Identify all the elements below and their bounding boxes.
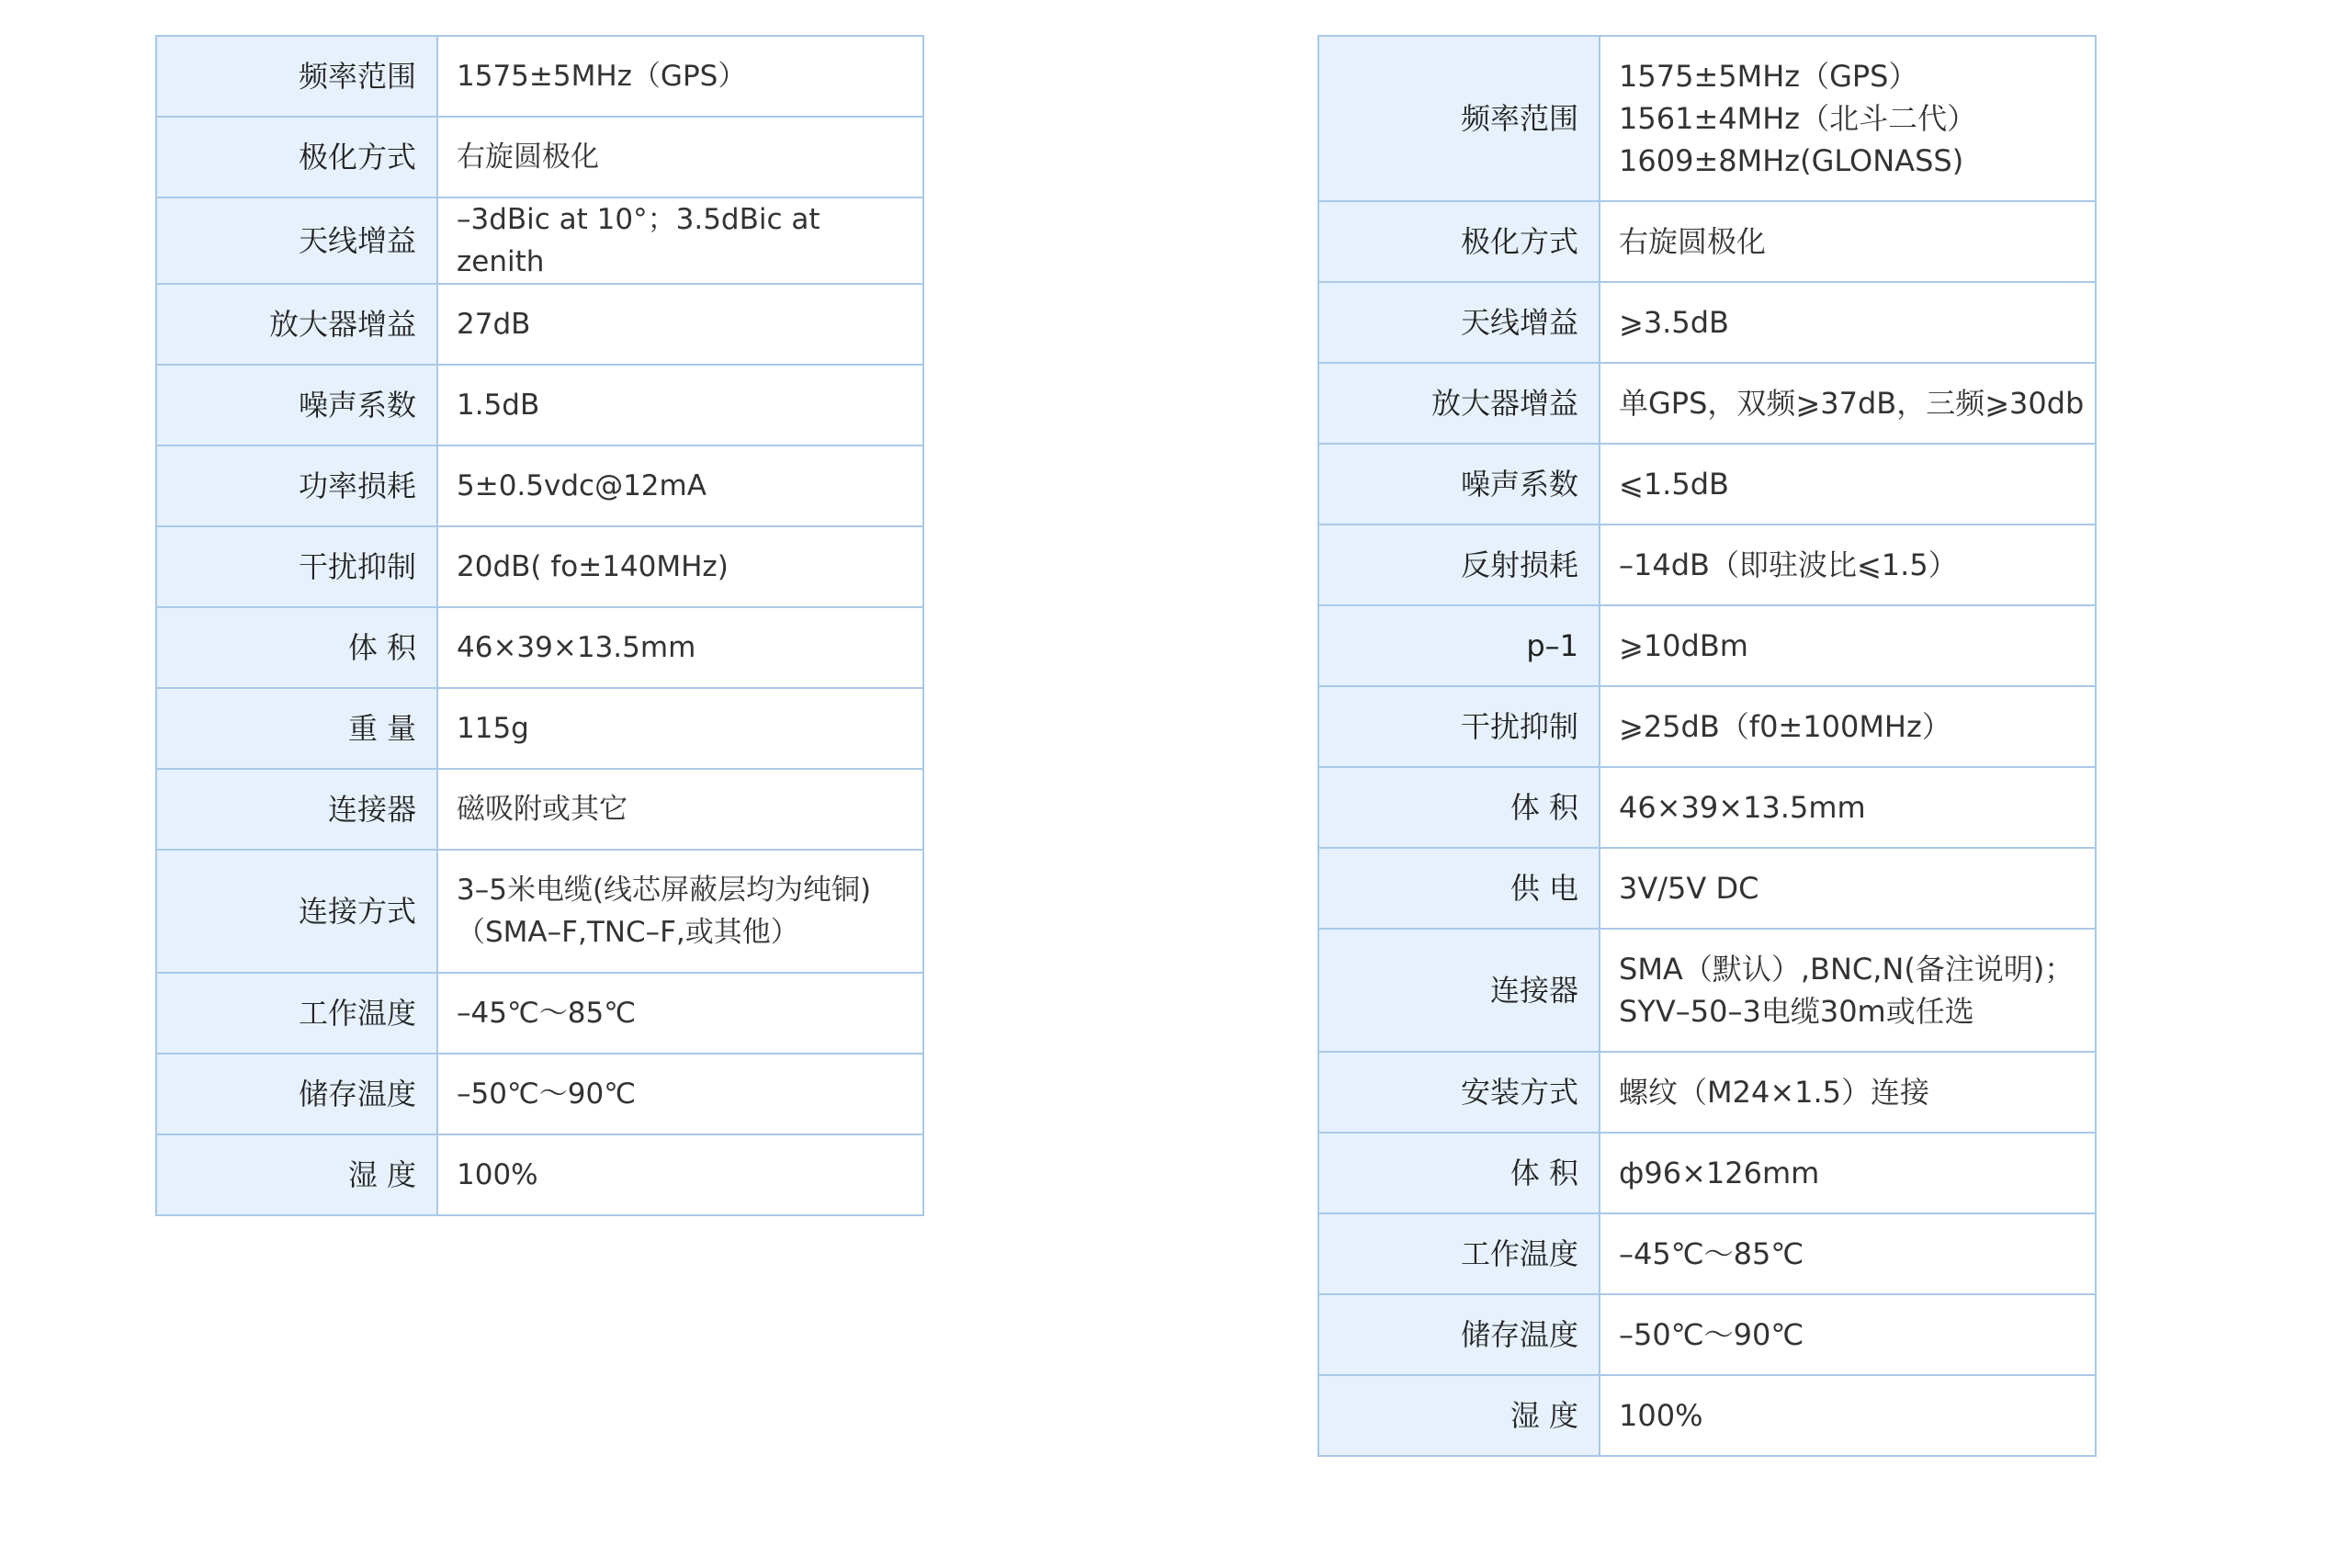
table-row (156, 197, 923, 284)
table-row (1318, 363, 2096, 444)
row-value: 27dB (437, 284, 923, 365)
row-label: 体 积 (1318, 767, 1600, 848)
row-value: –45℃～85℃ (1600, 1213, 2096, 1294)
table-row (156, 526, 923, 607)
row-value: ⩾3.5dB (1600, 282, 2096, 363)
row-label: 湿 度 (156, 1134, 437, 1215)
row-value: ⩽1.5dB (1600, 444, 2096, 525)
row-label: 天线增益 (1318, 282, 1600, 363)
row-label: 噪声系数 (1318, 444, 1600, 525)
table-row (156, 850, 923, 973)
row-value: 5±0.5vdc@12mA (437, 446, 923, 526)
row-label: 噪声系数 (156, 365, 437, 446)
row-value: 46×39×13.5mm (1600, 767, 2096, 848)
row-label: 放大器增益 (1318, 363, 1600, 444)
row-value: 100% (437, 1134, 923, 1215)
table-row (1318, 686, 2096, 767)
row-value: ф96×126mm (1600, 1133, 2096, 1213)
row-value: –3dBic at 10°；3.5dBic at zenith (437, 197, 923, 284)
row-label: 体 积 (1318, 1133, 1600, 1213)
table-row (156, 607, 923, 688)
table-row (156, 973, 923, 1054)
table-row (156, 365, 923, 446)
row-label: 连接器 (156, 769, 437, 850)
row-value: 右旋圆极化 (1600, 201, 2096, 282)
table-row (156, 117, 923, 197)
row-value: ⩾10dBm (1600, 605, 2096, 686)
row-value: 3–5米电缆(线芯屏蔽层均为纯铜) （SMA–F,TNC–F,或其他） (437, 850, 923, 973)
row-value: 115g (437, 688, 923, 769)
table-row (156, 1054, 923, 1134)
table-row (1318, 848, 2096, 929)
row-value: 1575±5MHz（GPS） (437, 36, 923, 117)
spec-table-right (1317, 35, 2097, 1457)
spec-table-left (155, 35, 924, 1216)
row-label: 干扰抑制 (1318, 686, 1600, 767)
table-row (156, 1134, 923, 1215)
table-row (1318, 1375, 2096, 1456)
row-label: 连接器 (1318, 929, 1600, 1052)
row-value: 3V/5V DC (1600, 848, 2096, 929)
table-row (1318, 1294, 2096, 1375)
row-value: –45℃～85℃ (437, 973, 923, 1054)
table-row (1318, 36, 2096, 201)
row-label: 工作温度 (1318, 1213, 1600, 1294)
table-row (1318, 525, 2096, 605)
table-row (1318, 767, 2096, 848)
table-row (1318, 1052, 2096, 1133)
row-label: 储存温度 (156, 1054, 437, 1134)
row-label: 功率损耗 (156, 446, 437, 526)
table-row (1318, 1133, 2096, 1213)
row-label: 湿 度 (1318, 1375, 1600, 1456)
row-value: 1.5dB (437, 365, 923, 446)
row-label: 连接方式 (156, 850, 437, 973)
row-value: 100% (1600, 1375, 2096, 1456)
table-row (1318, 605, 2096, 686)
table-row (1318, 444, 2096, 525)
row-label: 反射损耗 (1318, 525, 1600, 605)
row-value: 螺纹（M24×1.5）连接 (1600, 1052, 2096, 1133)
row-label: p–1 (1318, 605, 1600, 686)
table-row (156, 688, 923, 769)
row-label: 频率范围 (156, 36, 437, 117)
table-row (156, 36, 923, 117)
row-value: ⩾25dB（f0±100MHz） (1600, 686, 2096, 767)
row-label: 极化方式 (156, 117, 437, 197)
row-label: 重 量 (156, 688, 437, 769)
row-value: 单GPS，双频⩾37dB，三频⩾30db (1600, 363, 2096, 444)
table-row (1318, 282, 2096, 363)
row-value: 1575±5MHz（GPS） 1561±4MHz（北斗二代） 1609±8MHz(GLONASS) (1600, 36, 2096, 201)
row-label: 天线增益 (156, 197, 437, 284)
row-label: 干扰抑制 (156, 526, 437, 607)
row-value: 右旋圆极化 (437, 117, 923, 197)
row-label: 供 电 (1318, 848, 1600, 929)
row-value: –50℃～90℃ (437, 1054, 923, 1134)
row-value: 20dB( fo±140MHz) (437, 526, 923, 607)
row-label: 工作温度 (156, 973, 437, 1054)
row-value: –14dB（即驻波比⩽1.5） (1600, 525, 2096, 605)
row-value: –50℃～90℃ (1600, 1294, 2096, 1375)
table-row (156, 769, 923, 850)
row-value: 46×39×13.5mm (437, 607, 923, 688)
row-label: 放大器增益 (156, 284, 437, 365)
table-row (156, 446, 923, 526)
row-value: SMA（默认）,BNC,N(备注说明)； SYV–50–3电缆30m或任选 (1600, 929, 2096, 1052)
table-row (1318, 929, 2096, 1052)
table-row (156, 284, 923, 365)
row-label: 体 积 (156, 607, 437, 688)
table-row (1318, 1213, 2096, 1294)
table-row (1318, 201, 2096, 282)
row-label: 频率范围 (1318, 36, 1600, 201)
row-label: 储存温度 (1318, 1294, 1600, 1375)
row-value: 磁吸附或其它 (437, 769, 923, 850)
row-label: 安装方式 (1318, 1052, 1600, 1133)
row-label: 极化方式 (1318, 201, 1600, 282)
